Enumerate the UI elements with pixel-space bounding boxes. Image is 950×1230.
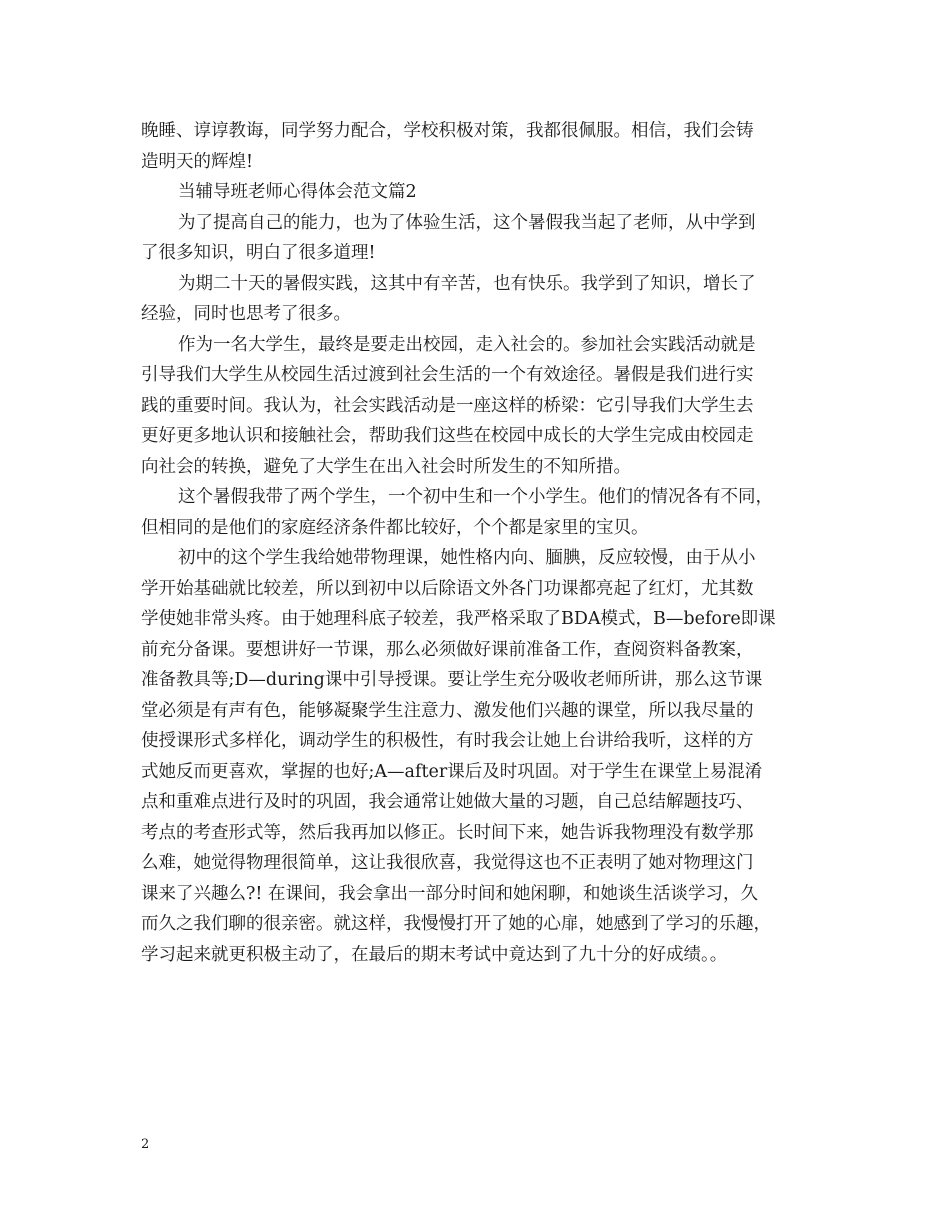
text-line: 经验，同时也思考了很多。: [141, 304, 351, 324]
text-line: 向社会的转换，避免了大学生在出入社会时所发生的不知所措。: [141, 456, 631, 477]
text-line: 晚睡、谆谆教诲，同学努力配合，学校积极对策，我都很佩服。相信，我们会铸: [141, 121, 754, 141]
text-line: 这个暑假我带了两个学生，一个初中生和一个小学生。他们的情况各有不同，: [178, 487, 773, 507]
text-line: 当辅导班老师心得体会范文篇2: [178, 182, 417, 202]
text-line: 而久之我们聊的很亲密。就这样，我慢慢打开了她的心扉，她感到了学习的乐趣，: [141, 914, 771, 934]
text-line: 学使她非常头疼。由于她理科底子较差，我严格采取了BDA模式，B—before即课: [141, 609, 776, 629]
text-line: 作为一名大学生，最终是要走出校园，走入社会的。参加社会实践活动就是: [178, 334, 756, 355]
text-line: 课来了兴趣么?! 在课间，我会拿出一部分时间和她闲聊，和她谈生活谈学习，久: [141, 883, 758, 904]
text-line: 初中的这个学生我给她带物理课，她性格内向、腼腆，反应较慢，由于从小: [178, 548, 756, 568]
text-line: 使授课形式多样化，调动学生的积极性，有时我会让她上台讲给我听，这样的方: [141, 731, 754, 751]
text-line: 践的重要时间。我认为，社会实践活动是一座这样的桥梁：它引导我们大学生去: [141, 395, 754, 416]
text-line: 前充分备课。要想讲好一节课，那么必须做好课前准备工作，查阅资料备教案，: [141, 639, 754, 660]
text-line: 式她反而更喜欢，掌握的也好;A—after课后及时巩固。对于学生在课堂上易混淆: [141, 761, 763, 782]
text-line: 引导我们大学生从校园生活过渡到社会生活的一个有效途径。暑假是我们进行实: [141, 365, 754, 385]
page-number: 2: [141, 1137, 150, 1152]
text-line: 为期二十天的暑假实践，这其中有辛苦，也有快乐。我学到了知识，增长了: [178, 273, 756, 294]
text-line: 了很多知识，明白了很多道理!: [141, 243, 376, 263]
text-line: 么难，她觉得物理很简单，这让我很欣喜，我觉得这也不正表明了她对物理这门: [141, 853, 754, 873]
text-line: 更好更多地认识和接触社会，帮助我们这些在校园中成长的大学生完成由校园走: [141, 426, 754, 446]
text-line: 学习起来就更积极主动了，在最后的期末考试中竟达到了九十分的好成绩。。: [141, 944, 728, 965]
text-line: 造明天的辉煌!: [141, 151, 254, 172]
text-line: 但相同的是他们的家庭经济条件都比较好，个个都是家里的宝贝。: [141, 517, 649, 538]
text-line: 堂必须是有声有色，能够凝聚学生注意力、激发他们兴趣的课堂，所以我尽量的: [141, 700, 754, 721]
text-line: 点和重难点进行及时的巩固，我会通常让她做大量的习题，自己总结解题技巧、: [141, 792, 754, 812]
text-line: 为了提高自己的能力，也为了体验生活，这个暑假我当起了老师，从中学到: [178, 212, 756, 233]
text-line: 考点的考查形式等，然后我再加以修正。长时间下来，她告诉我物理没有数学那: [141, 822, 754, 843]
document-body: [141, 116, 809, 970]
text-line: 学开始基础就比较差，所以到初中以后除语文外各门功课都亮起了红灯，尤其数: [141, 578, 754, 599]
text-line: 准备教具等;D—during课中引导授课。要让学生充分吸收老师所讲，那么这节课: [141, 670, 763, 690]
